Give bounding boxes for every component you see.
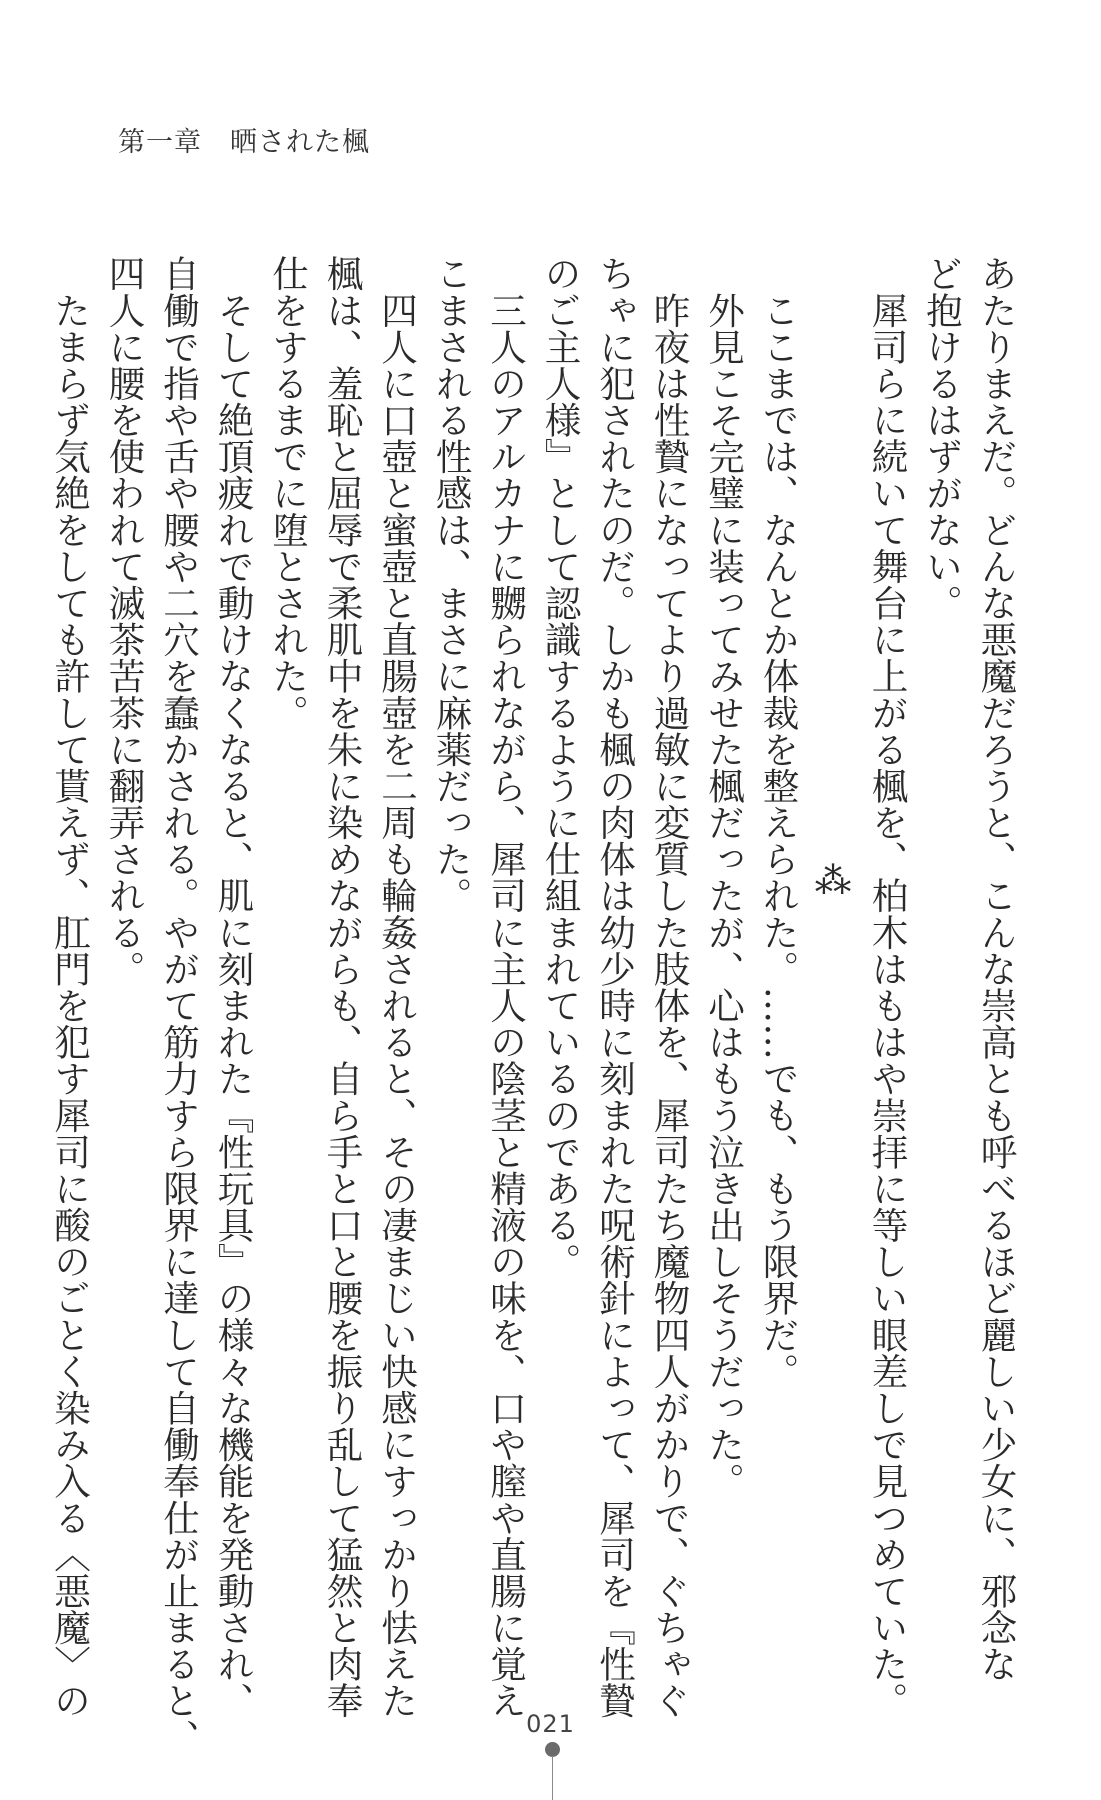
text-line: ちゃに犯されたのだ。しかも楓の肉体は幼少時に刻まれた呪術針によって、犀司を『性贄	[593, 255, 637, 1719]
text-line: こまされる性感は、まさに麻薬だった。	[430, 255, 473, 914]
text-line: ここまでは、なんとか体裁を整えられた。……でも、もう限界だ。	[757, 255, 800, 1390]
text-line: ど抱けるはずがない。	[920, 255, 964, 621]
text-line: 仕をするまでに堕とされた。	[266, 255, 310, 731]
text-line: たまらず気絶をしても許して貰えず、肛門を犯す犀司に酸のごとく染み入る〈悪魔〉の	[48, 255, 92, 1719]
text-line: 三人のアルカナに嬲られながら、犀司に主人の陰茎と精液の味を、口や膣や直腸に覚え	[484, 255, 528, 1719]
text-line: 四人に口壺と蜜壺と直腸壺を二周も輪姦されると、その凄まじい快感にすっかり怯えた	[375, 255, 419, 1719]
text-line: のご主人様』として認識するように仕組まれているのである。	[539, 255, 582, 1280]
text-line: そして絶頂疲れで動けなくなると、肌に刻まれた『性玩具』の様々な機能を発動され、	[212, 255, 255, 1719]
page-number: 021	[526, 1710, 575, 1738]
chapter-title: 第一章 晒された楓	[118, 127, 370, 158]
text-line: あたりまえだ。どんな悪魔だろうと、こんな崇高とも呼べるほど麗しい少女に、邪念な	[975, 255, 1018, 1683]
text-line: 楓は、羞恥と屈辱で柔肌中を朱に染めながらも、自ら手と口と腰を振り乱して猛然と肉奉	[321, 255, 364, 1719]
text-line: 犀司らに続いて舞台に上がる楓を、柏木はもはや崇拝に等しい眼差しで見つめていた。	[866, 255, 909, 1719]
text-line: 自働で指や舌や腰や二穴を蠢かされる。やがて筋力すら限界に達して自働奉仕が止まると、	[157, 255, 201, 1756]
scene-break: ⁂	[811, 858, 855, 902]
text-line: 外見こそ完璧に装ってみせた楓だったが、心はもう泣き出しそうだった。	[702, 255, 746, 1500]
page-marker-dot	[545, 1742, 560, 1757]
text-line: 昨夜は性贄になってより過敏に変質した肢体を、犀司たち魔物四人がかりで、ぐちゃぐ	[648, 255, 691, 1719]
page-marker-line	[552, 1756, 553, 1800]
text-line: 四人に腰を使われて滅茶苦茶に翻弄される。	[103, 255, 146, 987]
